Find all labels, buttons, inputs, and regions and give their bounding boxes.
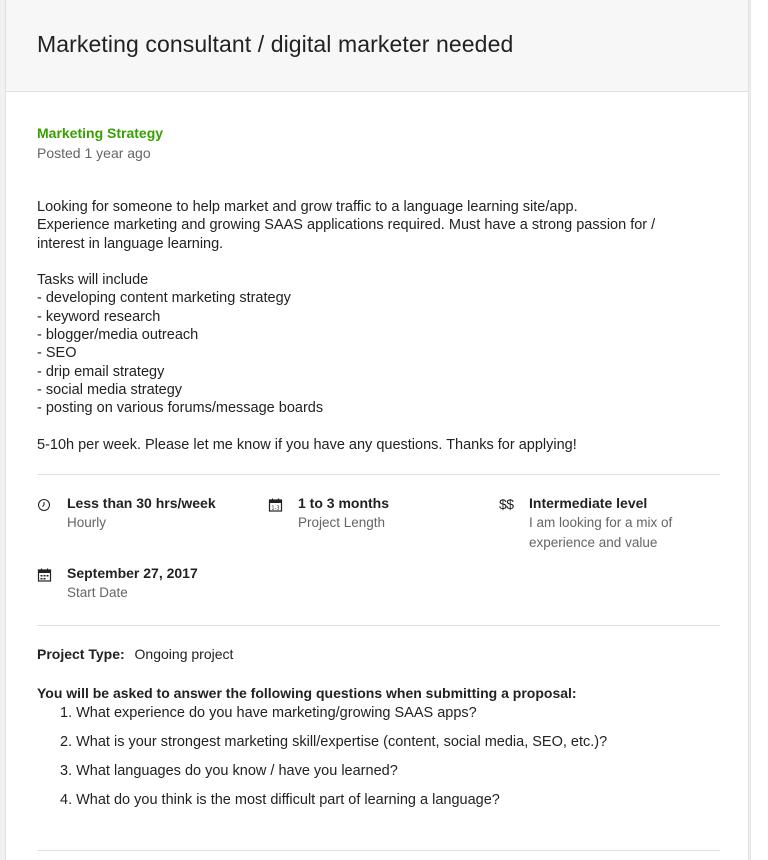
start-date-sub: Start Date [67,585,128,601]
questions-heading: You will be asked to answer the following questions when submitting a proposal: [37,685,577,702]
question-item: 4. What do you think is the most difficult part of learning a language? [60,792,500,809]
job-header [6,0,748,92]
start-date-title: September 27, 2017 [67,565,198,582]
level-sub [529,513,672,553]
right-gutter [750,0,768,860]
description-closing: 5-10h per week. Please let me know if you have any questions. Thanks for applying! [37,436,577,453]
project-type [37,646,718,662]
task-item: - SEO [37,345,77,362]
description-line: Looking for someone to help market and grow traffic to a language learning site/app. [37,199,578,215]
svg-text:1-3: 1-3 [271,505,280,512]
divider [37,625,720,626]
posted-date: Posted 1 year ago [37,145,151,161]
question-item: 3. What languages do you know / have you learned? [60,763,398,780]
task-item: - drip email strategy [37,363,165,380]
description-line: interest in language learning. [37,235,224,252]
description-line: Experience marketing and growing SAAS applications required. Must have a strong passion for / [37,217,656,234]
level-sub-line: experience and value [529,535,658,551]
job-details-grid [37,475,718,625]
tasks-heading: Tasks will include [37,272,149,289]
level-sub-line: I am looking for a mix of [529,515,673,531]
calendar-range-icon [268,497,284,513]
job-description [37,198,718,454]
level-title: Intermediate level [529,495,648,512]
task-item: - posting on various forums/message boards [37,400,324,417]
length-sub: Project Length [298,515,386,531]
workload-title: Less than 30 hrs/week [67,495,216,512]
calendar-icon [37,567,53,583]
project-type-value: Ongoing project [134,646,234,663]
job-content [6,125,748,809]
workload-sub: Hourly [67,515,107,531]
divider [37,850,720,851]
job-category-link[interactable]: Marketing Strategy [37,125,164,141]
clock-icon [37,497,53,513]
task-item: - blogger/media outreach [37,327,199,344]
dollar-level-icon: $$ [499,496,514,513]
length-title: 1 to 3 months [298,495,390,512]
project-type-label: Project Type: [37,646,125,663]
job-title: Marketing consultant / digital marketer needed [37,31,514,57]
task-item: - social media strategy [37,381,183,398]
question-item: 1. What experience do you have marketing/growing SAAS apps? [60,705,477,722]
question-item: 2. What is your strongest marketing skill/expertise (content, social media, SEO, etc.)? [60,734,608,751]
task-item: - developing content marketing strategy [37,290,291,307]
questions-list [37,704,718,809]
job-details-card [5,0,749,860]
task-item: - keyword research [37,308,161,325]
